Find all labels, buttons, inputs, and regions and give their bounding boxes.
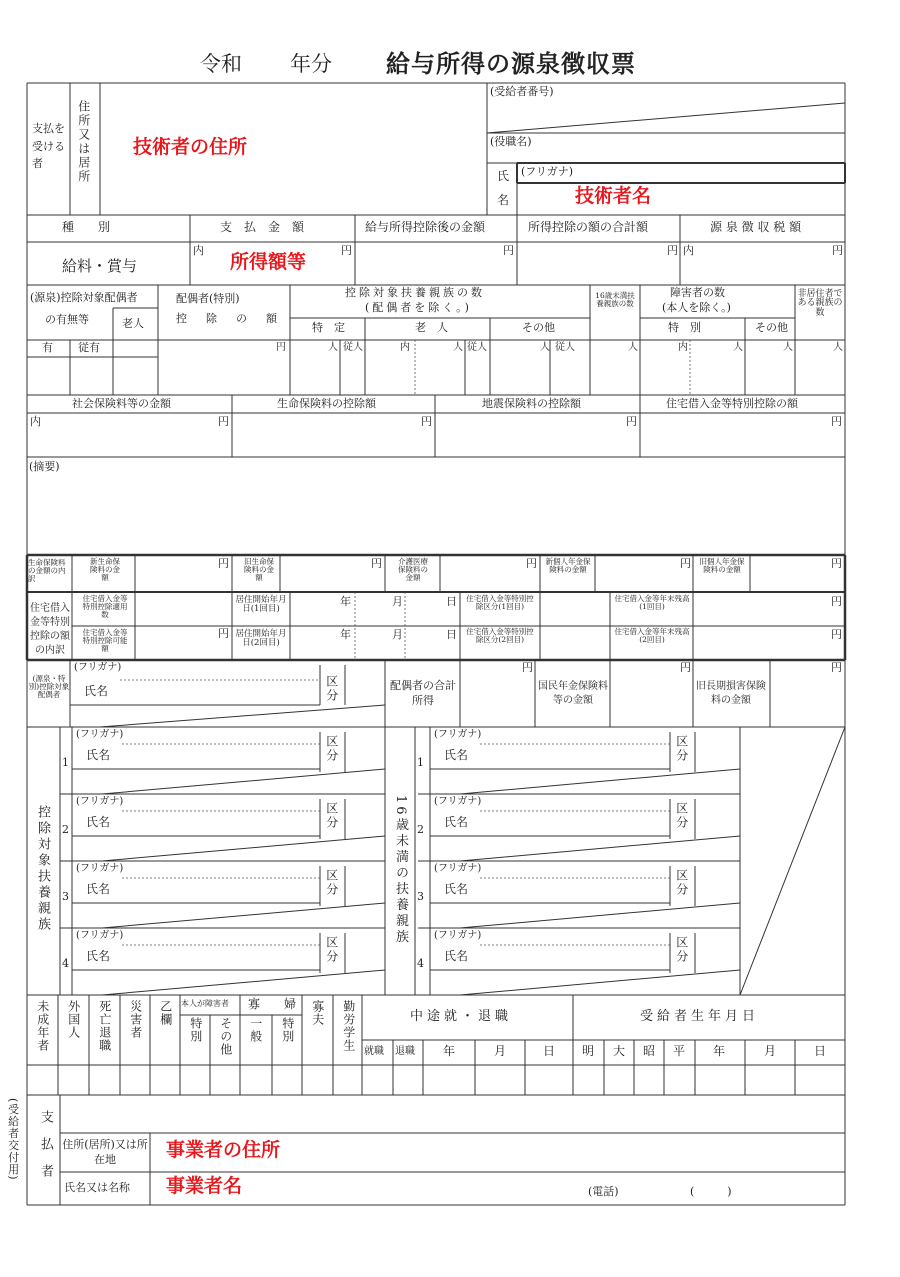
furigana-label: (フリガナ) — [76, 863, 124, 874]
inner-label: 内 — [30, 415, 41, 428]
applied-count-label: 住宅借入金等特別控除適用数 — [82, 594, 128, 619]
yen-mark: 円 — [667, 244, 678, 257]
flag-header: 死亡退職 — [97, 1000, 112, 1052]
flag-header: 寡夫 — [310, 1000, 325, 1026]
under16-dependent-number: 4 — [417, 957, 424, 970]
start-date-2-label: 居住開始年月日(2回目) — [235, 629, 287, 648]
name-label: 氏名 — [84, 684, 109, 698]
name-label: 氏名 — [86, 748, 111, 762]
under16-dependent-number: 2 — [417, 823, 424, 836]
grid-line — [102, 970, 385, 995]
old-label: 老 人 — [415, 321, 448, 334]
social-insurance-header: 社会保険料等の金額 — [72, 397, 171, 410]
dependent-number: 1 — [62, 756, 69, 769]
month-unit: 月 — [392, 595, 403, 608]
yen-mark: 円 — [832, 244, 843, 257]
furigana-label: (フリガナ) — [76, 796, 124, 807]
name-label: 氏名 — [444, 815, 469, 829]
life-breakdown-label: 生命保険料の金額の内訳 — [28, 558, 66, 583]
yen-mark: 円 — [218, 557, 229, 570]
era-label: 令和 — [200, 52, 242, 76]
spouse-amount-label: 配偶者(特別) — [176, 292, 240, 305]
day-unit: 日 — [446, 628, 457, 641]
widow-label: 寡 婦 — [248, 997, 303, 1011]
unit-person: 人 — [783, 342, 793, 353]
under16-dependent-number: 3 — [417, 890, 424, 903]
possible-amount-label: 住宅借入金等特別控除可能額 — [82, 628, 128, 653]
year-label: 年 — [713, 1044, 726, 1058]
flag-header: 勤労学生 — [341, 1000, 356, 1052]
recipient-address[interactable]: 技術者の住所 — [133, 136, 248, 158]
kubun-label: 区分 — [674, 869, 689, 897]
month-label: 月 — [494, 1044, 507, 1058]
kubun-2-label: 住宅借入金等特別控除区分(2回目) — [466, 627, 534, 644]
furigana-label: (フリガナ) — [434, 930, 482, 941]
day-unit: 日 — [446, 595, 457, 608]
kubun-label: 区分 — [674, 802, 689, 830]
unit-person: 人 — [733, 342, 743, 353]
income-type: 給料・賞与 — [62, 257, 138, 275]
header-after-deduction: 給与所得控除後の金額 — [365, 220, 486, 234]
grid-line — [102, 903, 385, 928]
grid-line — [487, 103, 845, 133]
pension-label: 国民年金保険料等の金額 — [538, 681, 608, 706]
new-pension-label: 新個人年金保険料の金額 — [545, 557, 591, 574]
name-label-2: 名 — [497, 193, 510, 207]
yen-mark: 円 — [831, 415, 842, 428]
phone-label: (電話) — [588, 1185, 619, 1198]
flag-header: 外国人 — [66, 1000, 81, 1039]
yen-mark: 円 — [680, 557, 691, 570]
era-showa: 昭 — [643, 1044, 656, 1058]
disabled-label: 障害者の数 — [670, 286, 725, 299]
name-label-1: 氏 — [497, 169, 510, 183]
furigana-label: (フリガナ) — [434, 796, 482, 807]
payer-address[interactable]: 事業者の住所 — [166, 1139, 281, 1161]
inner-label: 内 — [400, 342, 410, 353]
month-label: 月 — [764, 1044, 777, 1058]
yen-mark: 円 — [831, 595, 842, 608]
month-unit: 月 — [392, 628, 403, 641]
midyear-label: 中途就・退職 — [410, 1009, 513, 1024]
yen-mark: 円 — [276, 342, 286, 353]
housing-loan-header: 住宅借入金等特別控除の額 — [666, 397, 798, 410]
balance-2-label: 住宅借入金等年末残高(2回目) — [614, 627, 690, 644]
yen-mark: 円 — [218, 627, 229, 640]
old-life-label: 旧生命保険料の金額 — [244, 557, 274, 582]
quasi-yes-label: 従有 — [78, 341, 100, 354]
balance-1-label: 住宅借入金等年末残高(1回目) — [614, 594, 690, 611]
flag-header: 乙欄 — [158, 1000, 173, 1026]
yen-mark: 円 — [371, 557, 382, 570]
other-label: その他 — [522, 321, 555, 334]
old-longterm-label: 旧長期損害保険料の金額 — [696, 681, 766, 706]
inner-label: 内 — [678, 342, 688, 353]
copy-type-label: (受給者交付用) — [6, 1098, 20, 1181]
under16-label: 16歳未満扶養親族の数 — [595, 291, 635, 308]
era-heisei: 平 — [673, 1044, 686, 1058]
furigana-label: (フリガナ) — [434, 863, 482, 874]
retire-label: 退職 — [395, 1046, 415, 1057]
disabled-label-2: (本人を除く。) — [662, 301, 731, 314]
yen-mark: 円 — [526, 557, 537, 570]
year-unit: 年 — [340, 628, 351, 641]
unit-person: 人 — [833, 342, 843, 353]
header-type: 種 別 — [62, 220, 111, 234]
furigana-label: (フリガナ) — [76, 729, 124, 740]
summary-label: (摘要) — [29, 460, 60, 473]
spouse-label: (源泉・特別)控除対象配偶者 — [28, 674, 70, 699]
grid-line — [460, 836, 740, 861]
grid-line — [460, 903, 740, 928]
name-label: 氏名 — [86, 815, 111, 829]
unit-quasi-person: 従人 — [343, 342, 363, 353]
elder-label: 老人 — [122, 317, 144, 330]
life-insurance-header: 生命保険料の控除額 — [277, 397, 376, 410]
day-label: 日 — [543, 1044, 556, 1058]
under16-dependent-number: 1 — [417, 756, 424, 769]
inner-label: 内 — [193, 244, 204, 257]
grid-line — [102, 836, 385, 861]
grid-line — [740, 727, 845, 995]
yen-mark: 円 — [421, 415, 432, 428]
yen-mark: 円 — [522, 661, 533, 674]
kubun-label: 区分 — [674, 735, 689, 763]
unit-quasi-person: 従人 — [555, 342, 575, 353]
dependent-number: 2 — [62, 823, 69, 836]
day-label: 日 — [814, 1044, 827, 1058]
kubun-label: 区分 — [674, 936, 689, 964]
dependent-number: 3 — [62, 890, 69, 903]
payment-amount[interactable]: 所得額等 — [230, 251, 307, 273]
care-label: 介護医療保険料の金額 — [398, 557, 428, 582]
specific-label: 特 定 — [312, 321, 345, 334]
spouse-amount-label-2: 控 除 の 額 — [176, 312, 281, 325]
furigana-label: (フリガナ) — [76, 930, 124, 941]
new-life-label: 新生命保険料の金額 — [90, 557, 120, 582]
yen-mark: 円 — [831, 557, 842, 570]
hire-label: 就職 — [364, 1046, 384, 1057]
kubun-label: 区分 — [324, 936, 339, 964]
furigana-label: (フリガナ) — [521, 165, 574, 178]
flag-header: その他 — [218, 1017, 233, 1056]
furigana-label: (フリガナ) — [434, 729, 482, 740]
spouse-head-2: の有無等 — [45, 313, 89, 326]
yen-mark: 円 — [626, 415, 637, 428]
position-label: (役職名) — [490, 135, 532, 148]
kubun-label: 区分 — [324, 869, 339, 897]
year-unit: 年 — [340, 595, 351, 608]
name-label: 氏名 — [444, 949, 469, 963]
disabled-self-label: 本人が障害者 — [181, 999, 229, 1008]
yen-mark: 円 — [831, 661, 842, 674]
flag-header: 特別 — [188, 1017, 203, 1043]
page-title: 給与所得の源泉徴収票 — [386, 49, 636, 78]
name-label: 氏名 — [444, 748, 469, 762]
spouse-head: (源泉)控除対象配偶者 — [30, 291, 138, 304]
flag-header: 特別 — [280, 1017, 295, 1043]
era-taisho: 大 — [613, 1044, 626, 1058]
yen-mark: 円 — [680, 661, 691, 674]
yen-mark: 円 — [341, 244, 352, 257]
unit-person: 人 — [628, 342, 638, 353]
dependent-number: 4 — [62, 957, 69, 970]
recipient-id-label: (受給者番号) — [490, 85, 554, 98]
yes-label: 有 — [42, 341, 53, 354]
payer-label: 支払者 — [37, 1110, 53, 1191]
header-deduction-total: 所得控除の額の合計額 — [528, 220, 649, 234]
payer-address-label: 住所(居所)又は所在地 — [62, 1138, 148, 1166]
unit-person: 人 — [453, 342, 463, 353]
unit-quasi-person: 従人 — [467, 342, 487, 353]
grid-line — [460, 970, 740, 995]
yen-mark: 円 — [218, 415, 229, 428]
header-payment: 支 払 金 額 — [220, 220, 305, 234]
start-date-1-label: 居住開始年月日(1回目) — [235, 595, 287, 614]
kubun-label: 区分 — [324, 802, 339, 830]
header-tax: 源 泉 徴 収 税 額 — [710, 220, 802, 234]
flag-header: 災害者 — [128, 1000, 143, 1039]
kubun-1-label: 住宅借入金等特別控除区分(1回目) — [466, 594, 534, 611]
payer-name-label: 氏名又は名称 — [64, 1181, 130, 1194]
address-label: 住所又は居所 — [76, 100, 91, 184]
old-pension-label: 旧個人年金保険料の金額 — [699, 557, 745, 574]
furigana-label: (フリガナ) — [74, 662, 122, 673]
grid-line — [460, 769, 740, 794]
inner-label: 内 — [683, 244, 694, 257]
flag-header: 一般 — [248, 1017, 263, 1043]
unit-person: 人 — [540, 342, 550, 353]
housing-breakdown-label: 住宅借入金等特別控除の額の内訳 — [30, 603, 70, 656]
dependents-head: 控除対象扶養親族の数 — [345, 286, 485, 299]
disabled-other-label: その他 — [755, 321, 788, 334]
nonresident-label: 非居住者である親族の数 — [797, 289, 843, 318]
year-suffix: 年分 — [290, 52, 332, 76]
payer-name[interactable]: 事業者名 — [166, 1175, 243, 1197]
unit-person: 人 — [328, 342, 338, 353]
yen-mark: 円 — [831, 628, 842, 641]
yen-mark: 円 — [503, 244, 514, 257]
recipient-label: 支払を受ける者 — [32, 122, 65, 171]
dependents-head-2: (配偶者を除く。) — [365, 301, 472, 314]
name-label: 氏名 — [86, 949, 111, 963]
birthdate-label: 受給者生年月日 — [640, 1009, 760, 1024]
spouse-income-label: 配偶者の合計所得 — [390, 679, 456, 708]
grid-line — [102, 769, 385, 794]
name-label: 氏名 — [86, 882, 111, 896]
flag-header: 未成年者 — [35, 1000, 50, 1052]
era-meiji: 明 — [582, 1044, 595, 1058]
grid-line — [100, 705, 385, 727]
kubun-label: 区分 — [324, 675, 339, 703]
dependents-label: 控除対象扶養親族 — [34, 805, 50, 933]
disabled-special-label: 特 別 — [668, 321, 701, 334]
kubun-label: 区分 — [324, 735, 339, 763]
phone-value[interactable]: ( ) — [690, 1185, 732, 1198]
under16-dependents-label: 16歳未満の扶養親族 — [392, 795, 408, 946]
recipient-name[interactable]: 技術者名 — [575, 185, 652, 207]
name-label: 氏名 — [444, 882, 469, 896]
earthquake-insurance-header: 地震保険料の控除額 — [482, 397, 581, 410]
year-label: 年 — [443, 1044, 456, 1058]
